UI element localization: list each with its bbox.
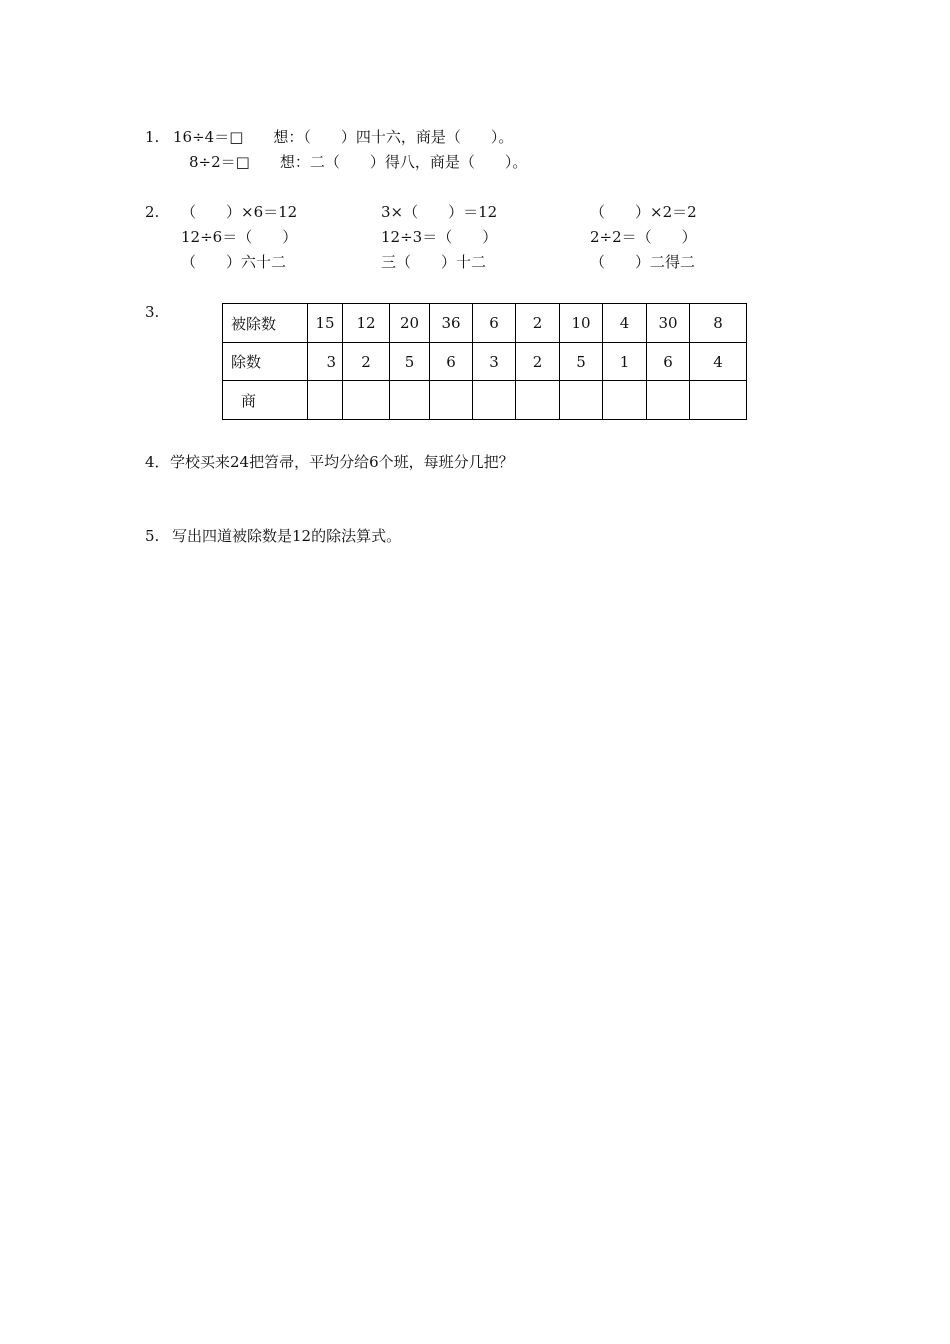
- quotient-cell[interactable]: [603, 381, 647, 420]
- dividend-cell: 12: [343, 304, 390, 343]
- question-2-item: 2÷2＝（ ）: [590, 228, 697, 246]
- question-4-text: 学校买来24把笤帚，平均分给6个班，每班分几把？: [170, 453, 514, 471]
- quotient-cell[interactable]: [343, 381, 390, 420]
- quotient-cell[interactable]: [308, 381, 343, 420]
- dividend-cell: 6: [473, 304, 516, 343]
- divisor-cell: 5: [560, 343, 603, 381]
- dividend-cell: 8: [690, 304, 747, 343]
- quotient-cell[interactable]: [390, 381, 430, 420]
- question-2-item: （ ）×6＝12: [181, 203, 298, 221]
- dividend-cell: 36: [430, 304, 473, 343]
- question-2-number: 2.: [145, 203, 160, 221]
- question-4-number: 4．: [145, 453, 170, 471]
- question-5-number: 5.: [145, 527, 160, 545]
- question-2-item: 12÷6＝（ ）: [181, 228, 298, 246]
- row-label-quotient: 商: [223, 381, 308, 420]
- dividend-cell: 20: [390, 304, 430, 343]
- dividend-cell: 4: [603, 304, 647, 343]
- question-1-line-2: 8÷2＝□ 想：二（ ）得八，商是（ ）。: [189, 153, 528, 171]
- quotient-cell[interactable]: [690, 381, 747, 420]
- divisor-cell: 3: [308, 343, 343, 381]
- question-2-item: 3×（ ）＝12: [381, 203, 498, 221]
- row-label-dividend: 被除数: [223, 304, 308, 343]
- divisor-cell: 1: [603, 343, 647, 381]
- question-1-number: 1.: [145, 128, 160, 146]
- question-2-item: 三（ ）十二: [381, 253, 487, 271]
- divisor-cell: 2: [343, 343, 390, 381]
- dividend-cell: 30: [647, 304, 690, 343]
- row-label-divisor: 除数: [223, 343, 308, 381]
- quotient-cell[interactable]: [430, 381, 473, 420]
- question-5-text: 写出四道被除数是12的除法算式。: [172, 527, 402, 545]
- quotient-cell[interactable]: [516, 381, 560, 420]
- question-2-item: 12÷3＝（ ）: [381, 228, 498, 246]
- dividend-cell: 2: [516, 304, 560, 343]
- divisor-cell: 2: [516, 343, 560, 381]
- quotient-cell[interactable]: [473, 381, 516, 420]
- question-2-item: （ ）六十二: [181, 253, 287, 271]
- question-2-item: （ ）×2＝2: [590, 203, 697, 221]
- divisor-cell: 5: [390, 343, 430, 381]
- table-row-dividend: [223, 304, 747, 343]
- table-row-quotient: [223, 381, 747, 420]
- dividend-cell: 10: [560, 304, 603, 343]
- quotient-cell[interactable]: [647, 381, 690, 420]
- divisor-cell: 6: [430, 343, 473, 381]
- dividend-cell: 15: [308, 304, 343, 343]
- question-2-item: （ ）二得二: [590, 253, 696, 271]
- quotient-cell[interactable]: [560, 381, 603, 420]
- divisor-cell: 6: [647, 343, 690, 381]
- divisor-cell: 3: [473, 343, 516, 381]
- table-row-divisor: [223, 343, 747, 381]
- question-1-line-1: 16÷4＝□ 想：（ ）四十六，商是（ ）。: [173, 128, 514, 146]
- question-3-number: 3.: [145, 303, 160, 321]
- division-table: [222, 303, 747, 420]
- divisor-cell: 4: [690, 343, 747, 381]
